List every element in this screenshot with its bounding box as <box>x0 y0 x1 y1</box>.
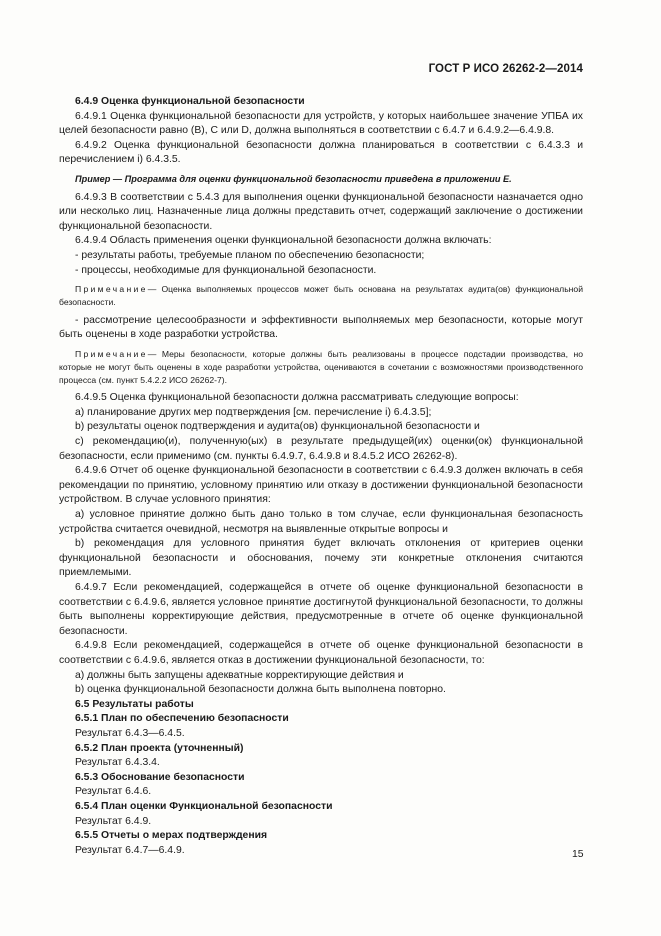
body-paragraph: 6.4.9.1 Оценка функциональной безопасности для устройств, у которых наибольшее значение УПБА их целей безопасности равно (B), C или D, должна выполняться в соответствии с 6.4.7 и 6.4.9.2—6.4.9.8. <box>59 110 583 137</box>
section-heading: 6.5.2 План проекта (уточненный) <box>75 742 244 754</box>
section-heading: 6.5.3 Обоснование безопасности <box>75 771 245 783</box>
body-paragraph: a) планирование других мер подтверждения [см. перечисление i) 6.4.3.5]; <box>75 406 432 418</box>
body-paragraph: Результат 6.4.3.4. <box>75 757 160 769</box>
note-text: — Оценка выполняемых процессов может быть основана на результатах аудита(ов) функциональной безопасности. <box>59 284 583 307</box>
body-paragraph: 6.4.9.2 Оценка функциональной безопасности должна планироваться в соответствии с 6.4.3.3 и перечислением i) 6.4.3.5. <box>59 139 583 166</box>
body-paragraph: b) результаты оценок подтверждения и аудита(ов) функциональной безопасности и <box>75 421 480 433</box>
body-paragraph: 6.4.9.6 Отчет об оценке функциональной безопасности в соответствии с 6.4.9.3 должен включать в себя рекомендации по принятию, условному принятию или отказу в достижении функциональной безопасности устройством. В случае условного принятия: <box>59 465 583 506</box>
page-number: 15 <box>572 849 584 860</box>
body-paragraph: - процессы, необходимые для функциональной безопасности. <box>75 264 377 276</box>
body-paragraph: 6.4.9.8 Если рекомендацией, содержащейся в отчете об оценке функциональной безопасности в соответствии с 6.4.9.6, является отказ в достижении функциональной безопасности, то: <box>59 640 583 666</box>
document-header: ГОСТ Р ИСО 26262-2—2014 <box>428 63 583 75</box>
body-paragraph: 6.4.9.4 Область применения оценки функциональной безопасности должна включать: <box>75 235 492 247</box>
document-body <box>59 95 583 858</box>
note-paragraph <box>59 348 583 386</box>
body-paragraph: Результат 6.4.9. <box>75 815 152 827</box>
body-paragraph: Результат 6.4.7—6.4.9. <box>75 844 185 856</box>
section-heading: 6.5.1 План по обеспечению безопасности <box>75 713 289 725</box>
note-text: — Меры безопасности, которые должны быть реализованы в процессе подстадии производства, но которые не могут быть оценены в ходе разработки устройства, оцениваются в сочетании с возможностями производственного процесса (см. пункт 5.4.2.2 ИСО 26262-7). <box>59 348 583 385</box>
note-paragraph <box>59 283 583 309</box>
section-heading: 6.4.9 Оценка функциональной безопасности <box>75 96 305 107</box>
body-paragraph: 6.4.9.3 В соответствии с 5.4.3 для выполнения оценки функциональной безопасности назначается одно или несколько лиц. Назначенные лица должны представить отчет, содержащий заключение о достижении функциональной безопасности. <box>59 191 583 232</box>
body-paragraph: b) оценка функциональной безопасности должна быть выполнена повторно. <box>75 684 446 696</box>
body-paragraph: c) рекомендацию(и), полученную(ых) в результате предыдущей(их) оценки(ок) функциональной безопасности, если применимо (см. пункты 6.4.9.7, 6.4.9.8 и 8.4.5.2 ИСО 26262-8). <box>59 436 583 462</box>
note-label: Примечание <box>75 348 148 359</box>
section-heading: 6.5.5 Отчеты о мерах подтверждения <box>75 830 268 842</box>
body-paragraph: - рассмотрение целесообразности и эффективности выполняемых мер безопасности, которые могут быть оценены в ходе разработки устройства. <box>59 314 583 341</box>
example-paragraph: Пример — Программа для оценки функциональной безопасности приведена в приложении Е. <box>75 173 512 184</box>
body-paragraph: - результаты работы, требуемые планом по обеспечению безопасности; <box>75 249 425 261</box>
body-paragraph: Результат 6.4.3—6.4.5. <box>75 727 185 739</box>
body-paragraph: 6.4.9.5 Оценка функциональной безопасности должна рассматривать следующие вопросы: <box>75 392 519 404</box>
body-paragraph: a) условное принятие должно быть дано только в том случае, если функциональная безопасность устройства считается очевидной, несмотря на выявленные открытые вопросы и <box>59 509 583 535</box>
body-paragraph: 6.4.9.7 Если рекомендацией, содержащейся в отчете об оценке функциональной безопасности в соответствии с 6.4.9.6, является условное принятие достигнутой функциональной безопасности, то должны быть выполнены корректирующие действия, предусмотренные в отчете об оценке функциональной безопасности. <box>59 582 583 637</box>
note-label: Примечание <box>75 284 148 295</box>
body-paragraph: Результат 6.4.6. <box>75 786 152 798</box>
body-paragraph: a) должны быть запущены адекватные корректирующие действия и <box>75 669 404 681</box>
section-heading: 6.5.4 План оценки Функциональной безопасности <box>75 800 333 812</box>
section-heading: 6.5 Результаты работы <box>75 698 194 710</box>
body-paragraph: b) рекомендация для условного принятия будет включать отклонения от критериев оценки функциональной безопасности и обоснования, почему эти конкретные отклонения считаются приемлемыми. <box>59 538 583 579</box>
